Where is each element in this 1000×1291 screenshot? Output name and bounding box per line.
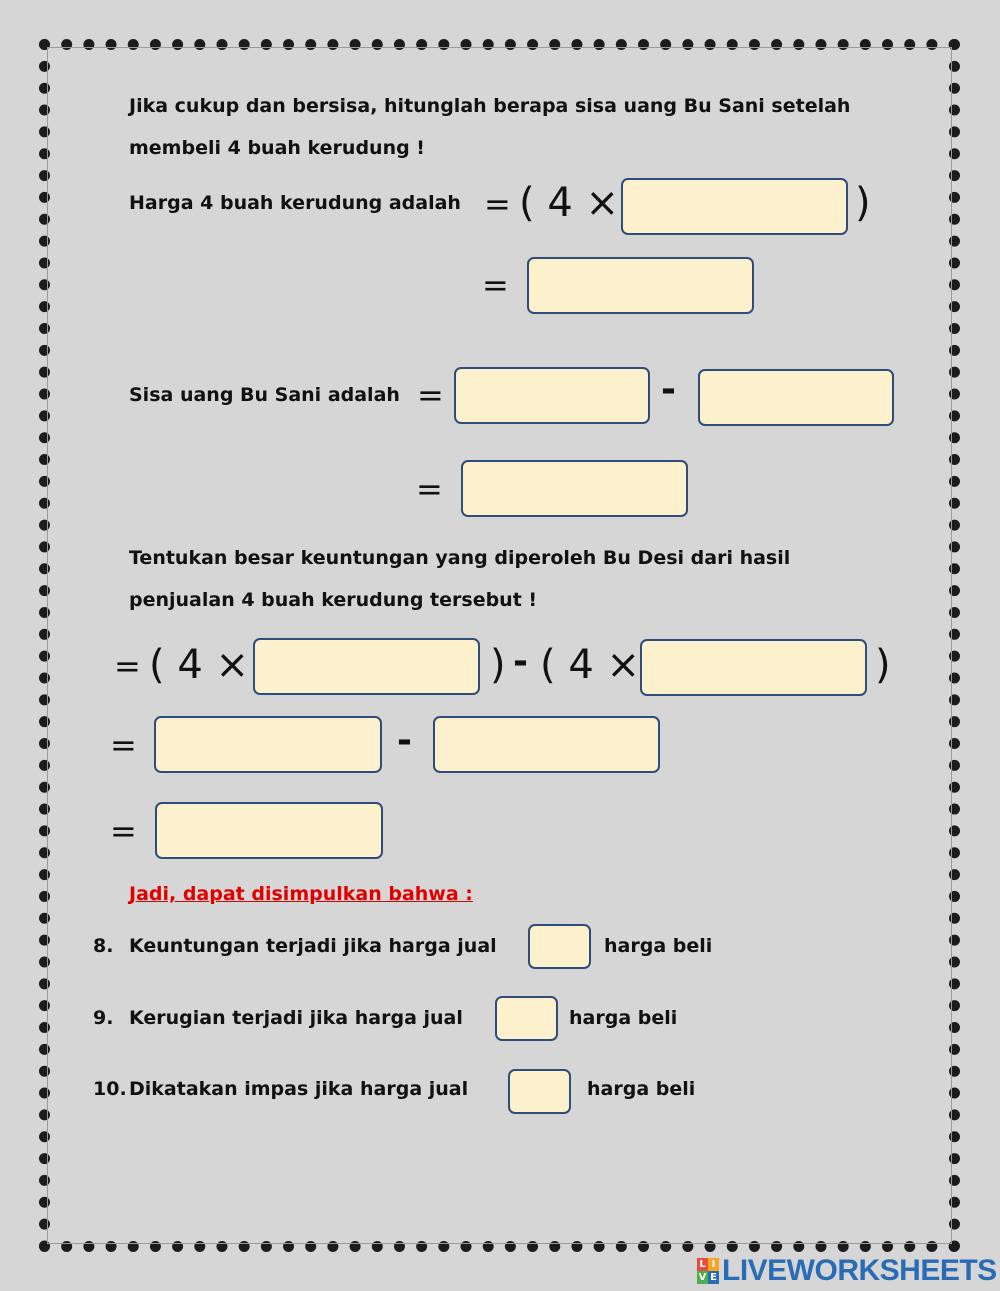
mark-letter-l: L (697, 1258, 708, 1271)
mark-letter-e: E (708, 1271, 719, 1284)
sisa-result-input[interactable] (461, 460, 688, 517)
untung-total-sell-input[interactable] (154, 716, 382, 773)
untung-equals: = (114, 647, 141, 685)
untung-line-2: penjualan 4 buah kerudung tersebut ! (129, 589, 538, 611)
untung-line-1: Tentukan besar keuntungan yang diperoleh Bu Desi dari hasil (129, 547, 791, 569)
item-9-number: 9. (93, 1007, 114, 1029)
item-9-text: Kerugian terjadi jika harga jual (129, 1007, 463, 1029)
liveworksheets-mark-icon (697, 1258, 719, 1284)
untung-close-paren-b: ) (875, 642, 891, 688)
untung-step2-equals: = (110, 726, 137, 764)
untung-step2-minus: - (397, 720, 412, 761)
sisa-equals: = (417, 376, 444, 414)
harga-price-input[interactable] (621, 178, 848, 235)
harga-label: Harga 4 buah kerudung adalah (129, 192, 461, 214)
liveworksheets-logo[interactable] (697, 1254, 997, 1288)
item-8-text: Keuntungan terjadi jika harga jual (129, 935, 497, 957)
conclusion-title: Jadi, dapat disimpulkan bahwa : (129, 883, 473, 905)
liveworksheets-wordmark: LIVEWORKSHEETS (722, 1254, 997, 1287)
item-10-suffix: harga beli (587, 1078, 696, 1100)
question-line-1: Jika cukup dan bersisa, hitunglah berapa sisa uang Bu Sani setelah (129, 95, 851, 117)
sisa-money-input[interactable] (454, 367, 650, 424)
item-10-number: 10. (93, 1078, 127, 1100)
untung-minus: - (513, 641, 528, 682)
item-8-suffix: harga beli (604, 935, 713, 957)
harga-equals: = (484, 185, 511, 223)
harga-close-paren: ) (855, 180, 871, 226)
untung-close-paren-a: ) (490, 642, 506, 688)
harga-result-input[interactable] (527, 257, 754, 314)
item-8-number: 8. (93, 935, 114, 957)
harga-result-equals: = (482, 266, 509, 304)
sisa-label: Sisa uang Bu Sani adalah (129, 384, 400, 406)
item-9-answer-input[interactable] (495, 996, 558, 1041)
item-8-answer-input[interactable] (528, 924, 591, 969)
item-10-answer-input[interactable] (508, 1069, 571, 1114)
question-line-2: membeli 4 buah kerudung ! (129, 137, 425, 159)
untung-open-expr-b: ( 4 × (540, 642, 640, 688)
untung-total-buy-input[interactable] (433, 716, 660, 773)
untung-result-input[interactable] (155, 802, 383, 859)
sisa-price-input[interactable] (698, 369, 894, 426)
untung-open-expr-a: ( 4 × (149, 642, 249, 688)
untung-result-equals: = (110, 812, 137, 850)
sisa-result-equals: = (416, 470, 443, 508)
harga-open-expr: ( 4 × (519, 180, 619, 226)
mark-letter-v: V (698, 1272, 707, 1283)
item-9-suffix: harga beli (569, 1007, 678, 1029)
sisa-minus: - (661, 369, 676, 410)
mark-letter-i: I (708, 1258, 719, 1271)
untung-buy-price-input[interactable] (640, 639, 867, 696)
item-10-text: Dikatakan impas jika harga jual (129, 1078, 469, 1100)
untung-sell-price-input[interactable] (253, 638, 480, 695)
